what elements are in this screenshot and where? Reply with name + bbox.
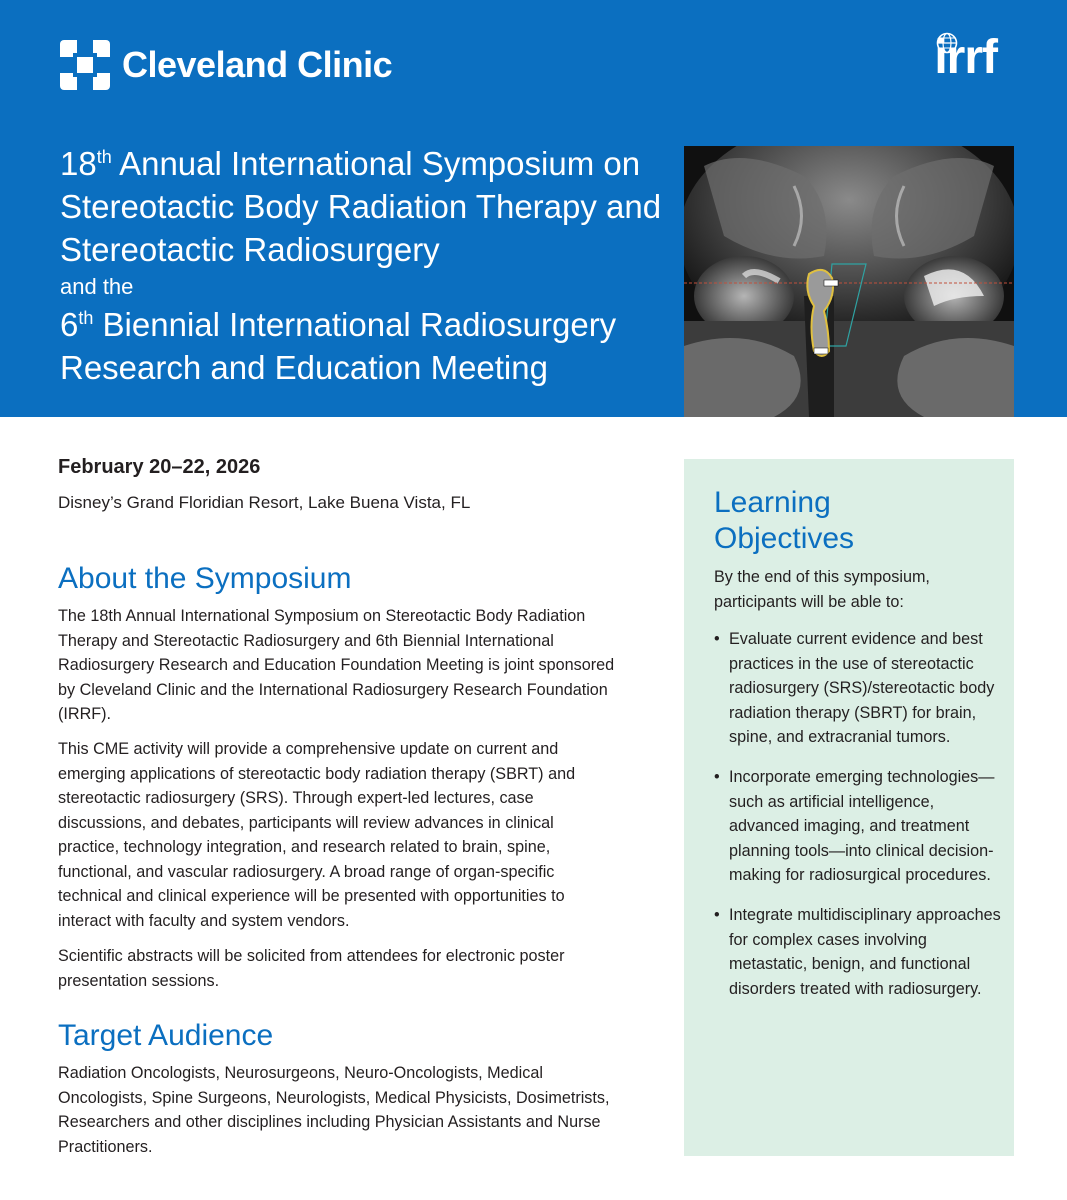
target-audience-heading: Target Audience bbox=[58, 1019, 274, 1052]
bullet-icon: • bbox=[714, 906, 720, 924]
globe-icon bbox=[936, 32, 958, 54]
header-banner bbox=[0, 0, 1067, 417]
symposium-title bbox=[60, 142, 670, 389]
brand-name: Cleveland Clinic bbox=[122, 44, 393, 85]
learning-objectives-list bbox=[714, 627, 1004, 1017]
event-venue: Disney’s Grand Floridian Resort, Lake Buena Vista, FL bbox=[58, 493, 471, 512]
title-line-2: Stereotactic Body Radiation Therapy and bbox=[60, 188, 662, 225]
learning-objectives-heading: Learning Objectives bbox=[714, 486, 855, 555]
title-line-1: 18th Annual International Symposium on bbox=[60, 145, 641, 182]
list-item: • Evaluate current evidence and best practices in the use of stereotactic radiosurgery (SRS)/stereotactic body radiation therapy (SBRT) for brain, spine, and extracranial tumors. bbox=[714, 627, 1004, 750]
title-line-3: Stereotactic Radiosurgery bbox=[60, 231, 440, 268]
mri-scan-image bbox=[684, 146, 1014, 417]
learning-objectives-box bbox=[684, 459, 1014, 1156]
about-paragraph-3: Scientific abstracts will be solicited from attendees for electronic poster presentation sessions. bbox=[58, 947, 565, 990]
about-paragraph-2: This CME activity will provide a comprehensive update on current and emerging applications of stereotactic body radiation therapy (SBRT) and stereotactic radiosurgery (SRS). Through expert-led lectures, case discussions, and debates, participants will review advances in clinical practice, technology integration, and research related to brain, spine, functional, and vascular radiosurgery. A broad range of organ-specific technical and clinical experience will be presented with opportunities to interact with faculty and system vendors. bbox=[58, 740, 576, 930]
title-line-6: Research and Education Meeting bbox=[60, 349, 548, 386]
cleveland-clinic-logo bbox=[60, 40, 392, 90]
event-date: February 20–22, 2026 bbox=[58, 456, 261, 478]
target-audience-text: Radiation Oncologists, Neurosurgeons, Neuro-Oncologists, Medical Oncologists, Spine Surgeons, Neurologists, Medical Physicists, Dosimetrists, Researchers and other disciplines including Physician Assistants and Nurse Practitioners. bbox=[58, 1064, 610, 1156]
learning-objectives-intro: By the end of this symposium, participants will be able to: bbox=[714, 568, 930, 611]
irrf-wordmark: irrf bbox=[934, 31, 997, 84]
about-paragraph-1: The 18th Annual International Symposium on Stereotactic Body Radiation Therapy and Stereotactic Radiosurgery and 6th Biennial International Radiosurgery Research and Education Foundation Meeting is joint sponsored by Cleveland Clinic and the International Radiosurgery Research Foundation (IRRF). bbox=[58, 607, 615, 723]
list-item: • Incorporate emerging technologies—such as artificial intelligence, advanced imaging, and treatment planning tools—into clinical decision-making for radiosurgical procedures. bbox=[714, 765, 1004, 888]
irrf-logo bbox=[934, 30, 997, 82]
cleveland-clinic-cross-icon bbox=[60, 40, 110, 90]
about-heading: About the Symposium bbox=[58, 562, 352, 595]
list-item: • Integrate multidisciplinary approaches for complex cases involving metastatic, benign, and functional disorders treated with radiosurgery. bbox=[714, 903, 1004, 1001]
bullet-icon: • bbox=[714, 630, 720, 648]
bullet-icon: • bbox=[714, 768, 720, 786]
title-connector: and the bbox=[60, 274, 134, 299]
title-line-5: 6th Biennial International Radiosurgery bbox=[60, 306, 617, 343]
